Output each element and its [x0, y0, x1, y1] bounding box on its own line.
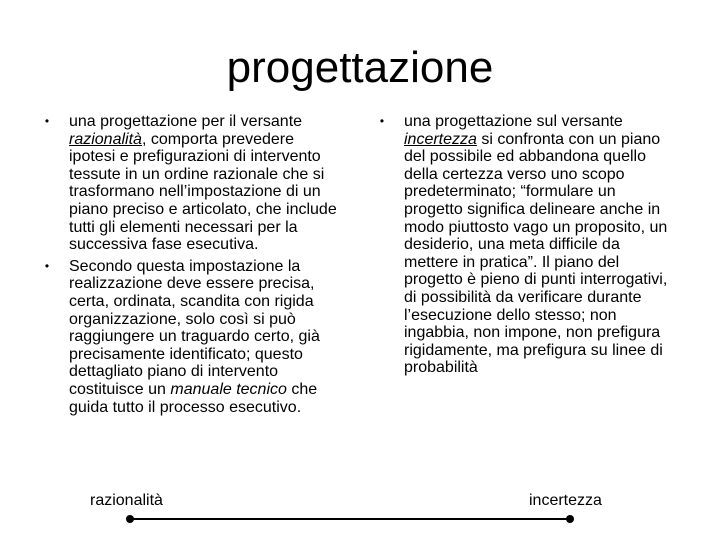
- emphasis-manuale-tecnico: manuale tecnico: [170, 380, 287, 398]
- text-segment: Secondo questa impostazione la realizzazione deve essere precisa, certa, ordinata, scandita con rigida organizzazione, solo così si può raggiungere un traguardo certo, già precisamente identificato; questo dettagliato piano di intervento costituisce un: [69, 257, 320, 398]
- scale-line: [130, 518, 570, 520]
- scale-endpoint-left-icon: [126, 515, 134, 523]
- text-segment: , comporta prevedere ipotesi e prefigurazioni di intervento tessute in un ordine razionale che si trasformano nell’impostazione di un piano preciso e articolato, che include tutti gli elementi necessari per la successiva fase esecutiva.: [69, 130, 337, 254]
- text-segment: una progettazione sul versante: [404, 113, 623, 130]
- scale-label-incertezza: incertezza: [529, 492, 602, 509]
- bullet-icon: •: [379, 114, 385, 128]
- slide-title: progettazione: [226, 43, 494, 92]
- left-bullet-item-2: [40, 258, 340, 416]
- left-bullet-item-1: [40, 113, 340, 254]
- right-column: [375, 113, 675, 381]
- left-column: [40, 113, 340, 420]
- text-segment: una progettazione per il versante: [69, 113, 303, 130]
- text-segment: che guida tutto il processo esecutivo.: [69, 380, 318, 416]
- emphasis-incertezza: incertezza: [404, 130, 477, 148]
- text-segment: si confronta con un piano del possibile ed abbandona quello della certezza verso uno scopo predeterminato; “formulare un progetto significa delineare anche in modo piuttosto vago un proposito, un desiderio, una meta difficile da mettere in pratica”. Il piano del progetto è pieno di punti interrogativi, di possibilità da verificare durante l’esecuzione dello stesso; non ingabbia, non impone, non prefigura rigidamente, ma prefigura su linee di probabilità: [404, 130, 668, 377]
- scale-label-razionalita: razionalità: [90, 492, 163, 509]
- emphasis-razionalita: razionalità: [69, 130, 142, 148]
- right-bullet-item-1: [375, 113, 675, 377]
- bullet-icon: •: [44, 258, 50, 273]
- bullet-icon: •: [44, 114, 50, 128]
- scale-endpoint-right-icon: [566, 515, 574, 523]
